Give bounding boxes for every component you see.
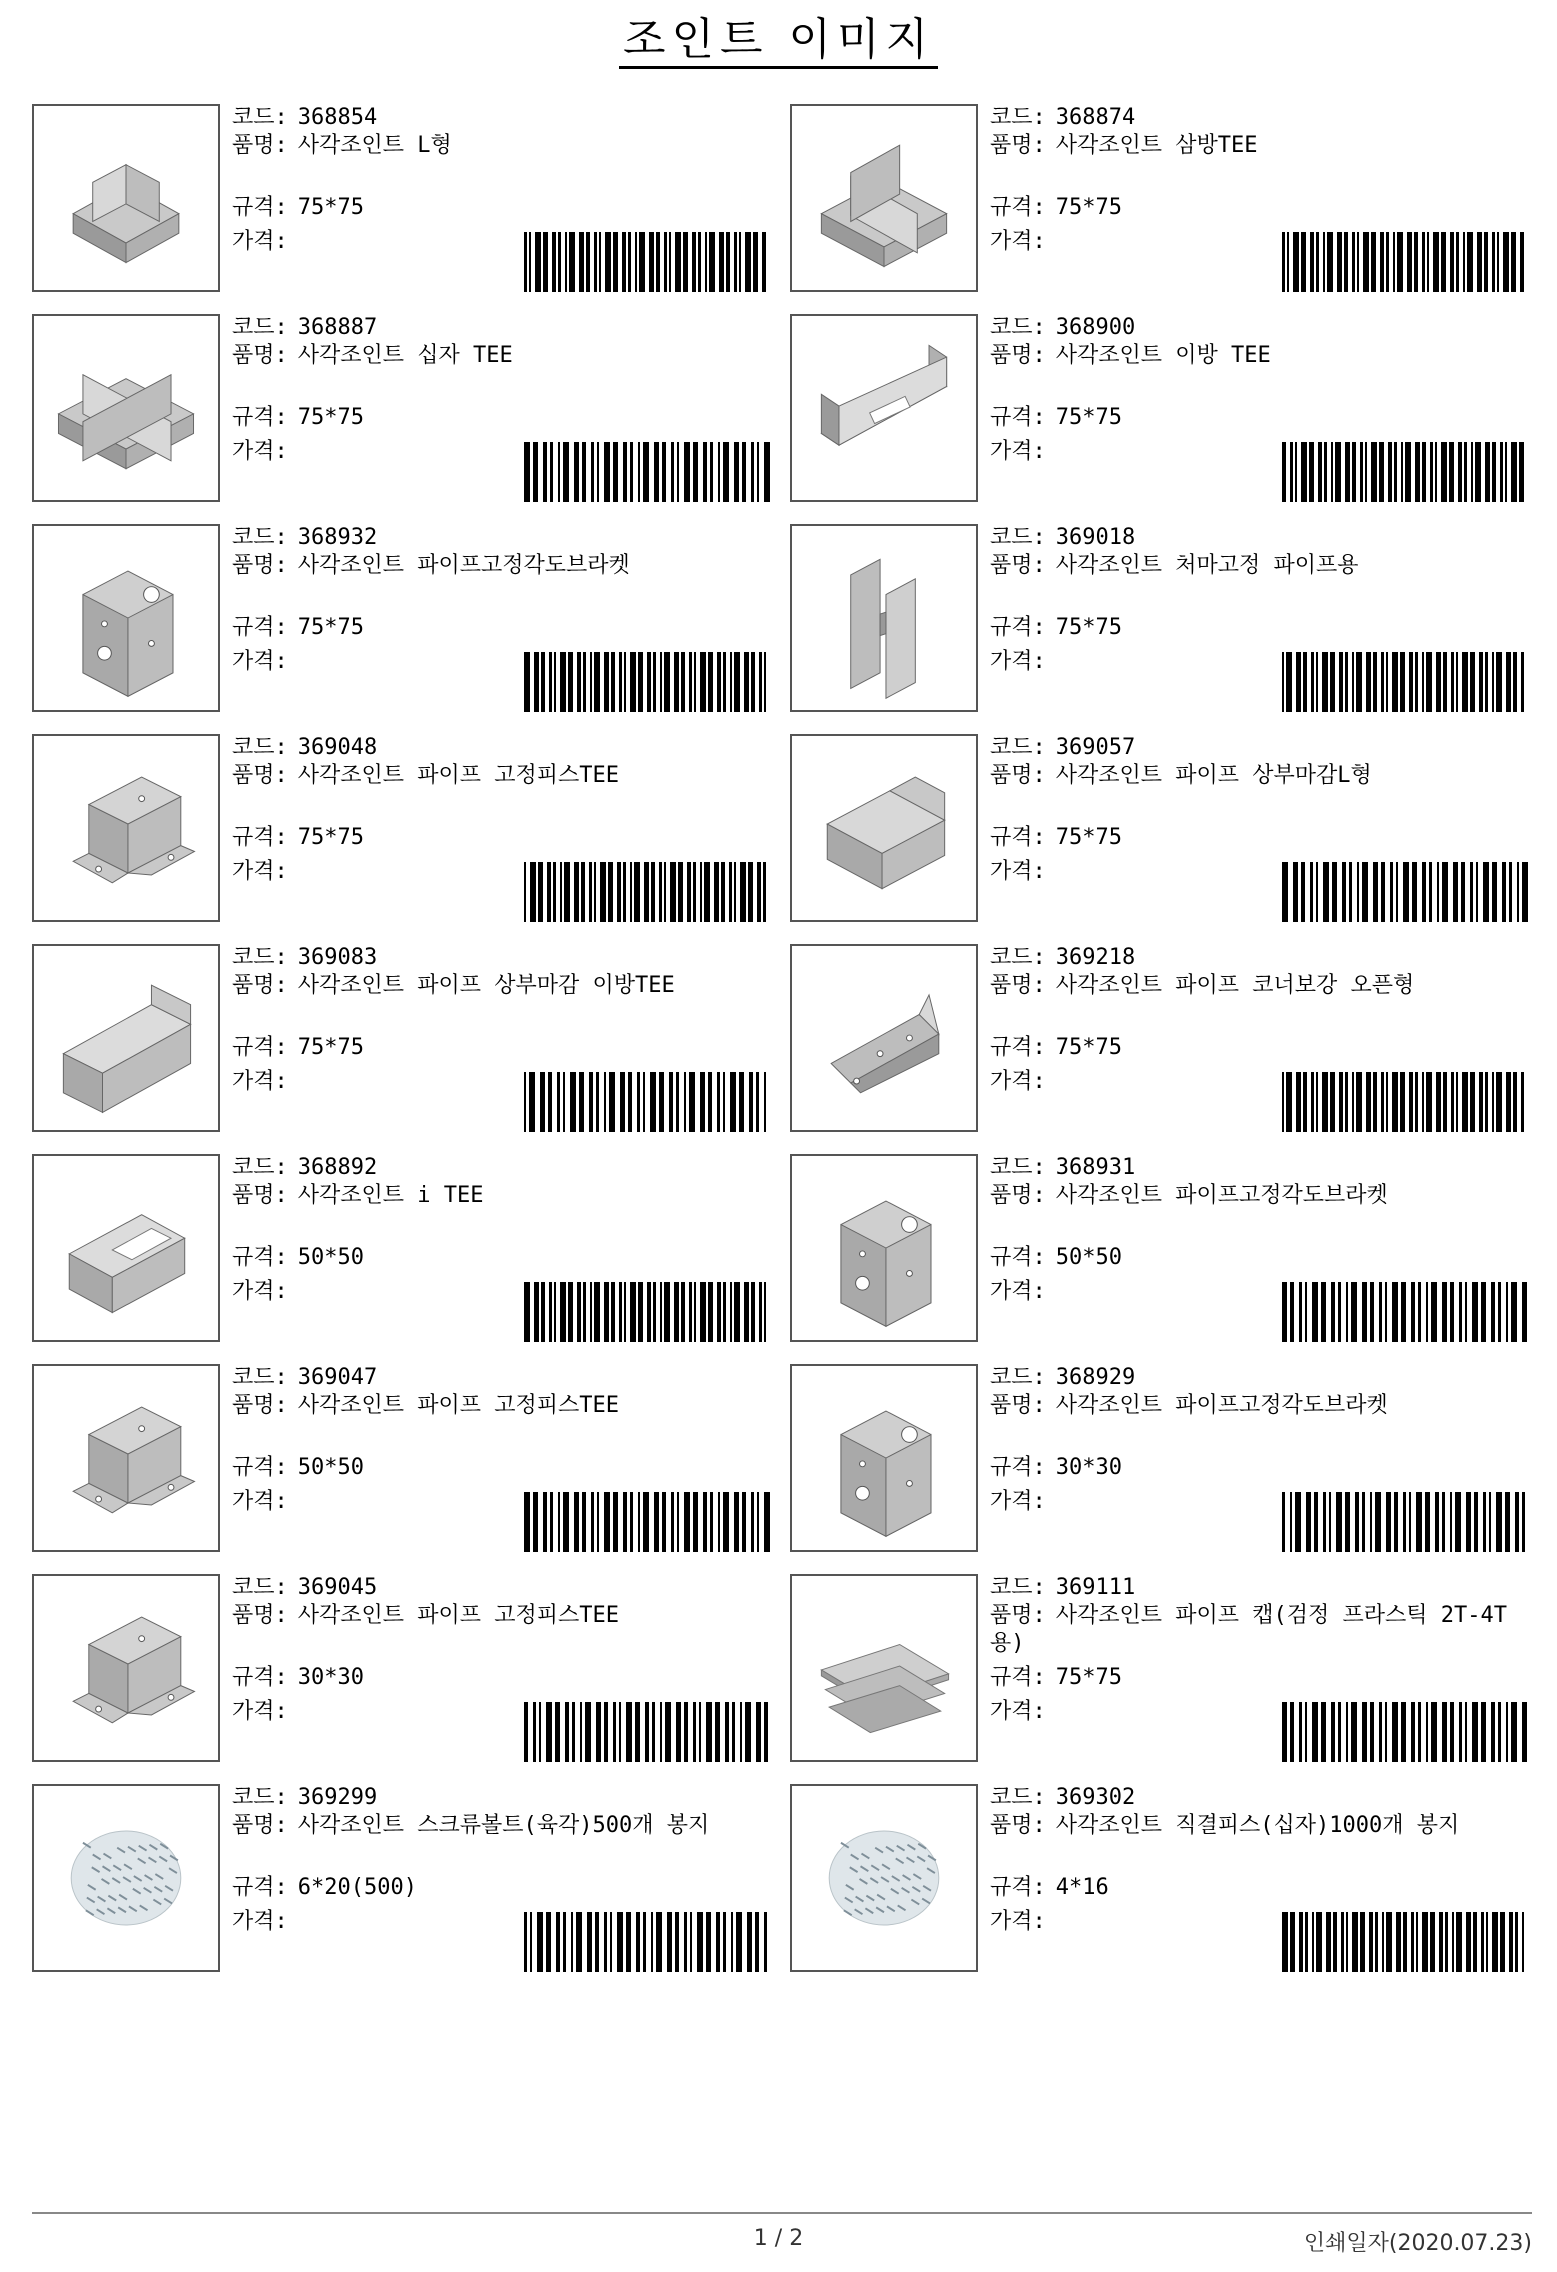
- barcode: [522, 232, 772, 292]
- code-row: [232, 314, 377, 342]
- spec-row: [990, 1244, 1122, 1272]
- name-row: [990, 552, 1530, 580]
- name-row: [232, 972, 772, 1000]
- code-value: 369057: [1055, 735, 1136, 760]
- name-label: 품명:: [232, 763, 288, 788]
- spec-row: [990, 194, 1122, 222]
- barcode: [522, 1702, 772, 1762]
- name-value: 사각조인트 파이프고정각도브라켓: [1055, 1183, 1388, 1208]
- u-bracket-icon: [34, 1576, 218, 1760]
- spec-label: 규격:: [232, 1035, 288, 1060]
- code-label: 코드:: [990, 1155, 1046, 1180]
- spec-row: [990, 1034, 1122, 1062]
- price-row: [990, 1488, 1056, 1516]
- price-label: 가격:: [232, 859, 288, 884]
- spec-value: 4*16: [1055, 1875, 1109, 1900]
- code-row: [990, 1154, 1135, 1182]
- l-joint-icon: [34, 106, 218, 290]
- price-row: [232, 438, 298, 466]
- spec-label: 규격:: [990, 1035, 1046, 1060]
- code-row: [232, 1784, 377, 1812]
- price-row: [232, 1068, 298, 1096]
- product-card: [790, 104, 1530, 296]
- name-label: 품명:: [990, 1603, 1046, 1628]
- price-label: 가격:: [232, 1699, 288, 1724]
- code-value: 368900: [1055, 315, 1136, 340]
- name-value: 사각조인트 파이프 고정피스TEE: [297, 763, 620, 788]
- name-label: 품명:: [232, 1393, 288, 1418]
- spec-label: 규격:: [232, 405, 288, 430]
- name-value: 사각조인트 파이프 상부마감 이방TEE: [297, 973, 675, 998]
- spec-row: [232, 614, 364, 642]
- code-value: 368874: [1055, 105, 1136, 130]
- name-value: 사각조인트 직결피스(십자)1000개 봉지: [1055, 1813, 1460, 1838]
- product-card: [790, 734, 1530, 926]
- product-card: [32, 1364, 772, 1556]
- spec-row: [990, 1664, 1122, 1692]
- u-bracket-icon: [34, 1366, 218, 1550]
- code-label: 코드:: [232, 1365, 288, 1390]
- barcode: [1280, 442, 1530, 502]
- print-date: 인쇄일자(2020.07.23): [1303, 2231, 1532, 2256]
- product-image: [32, 1574, 220, 1762]
- code-value: 369018: [1055, 525, 1136, 550]
- angle-bracket-icon: [792, 1156, 976, 1340]
- eave-bracket-icon: [792, 526, 976, 710]
- spec-value: 75*75: [297, 405, 364, 430]
- price-label: 가격:: [990, 1699, 1046, 1724]
- code-row: [232, 1574, 377, 1602]
- name-value: 사각조인트 i TEE: [297, 1183, 484, 1208]
- spec-value: 30*30: [1055, 1455, 1122, 1480]
- product-info: [990, 1364, 1530, 1556]
- name-label: 품명:: [990, 1393, 1046, 1418]
- barcode: [1280, 1492, 1530, 1552]
- product-card: [32, 944, 772, 1136]
- price-label: 가격:: [232, 1279, 288, 1304]
- name-label: 품명:: [990, 553, 1046, 578]
- pipe-cap-icon: [792, 1576, 976, 1760]
- price-row: [232, 1698, 298, 1726]
- price-label: 가격:: [990, 1489, 1046, 1514]
- name-value: 사각조인트 파이프고정각도브라켓: [297, 553, 630, 578]
- angle-bracket-icon: [34, 526, 218, 710]
- spec-label: 규격:: [232, 1665, 288, 1690]
- spec-value: 75*75: [1055, 1665, 1122, 1690]
- product-info: [990, 104, 1530, 296]
- price-row: [232, 1278, 298, 1306]
- price-row: [990, 1698, 1056, 1726]
- spec-label: 규격:: [990, 405, 1046, 430]
- name-row: [990, 1392, 1530, 1420]
- code-row: [990, 314, 1135, 342]
- name-value: 사각조인트 파이프 상부마감L형: [1055, 763, 1372, 788]
- price-row: [990, 438, 1056, 466]
- spec-row: [232, 1454, 364, 1482]
- spec-label: 규격:: [232, 615, 288, 640]
- product-info: [990, 314, 1530, 506]
- code-label: 코드:: [990, 1365, 1046, 1390]
- product-image: [790, 734, 978, 922]
- code-value: 368887: [297, 315, 378, 340]
- name-value: 사각조인트 파이프 캡(검정 프라스틱 2T-4T용): [990, 1603, 1507, 1656]
- code-label: 코드:: [990, 525, 1046, 550]
- barcode: [522, 1912, 772, 1972]
- corner-brace-icon: [792, 946, 976, 1130]
- name-value: 사각조인트 처마고정 파이프용: [1055, 553, 1359, 578]
- barcode: [522, 1282, 772, 1342]
- spec-row: [232, 1034, 364, 1062]
- spec-label: 규격:: [232, 1455, 288, 1480]
- spec-value: 50*50: [297, 1455, 364, 1480]
- spec-value: 75*75: [1055, 615, 1122, 640]
- name-value: 사각조인트 파이프 코너보강 오픈형: [1055, 973, 1415, 998]
- product-card: [32, 734, 772, 926]
- spec-label: 규격:: [232, 1245, 288, 1270]
- name-row: [232, 342, 772, 370]
- product-image: [32, 1364, 220, 1552]
- name-value: 사각조인트 L형: [297, 133, 452, 158]
- name-label: 품명:: [232, 1813, 288, 1838]
- price-row: [990, 648, 1056, 676]
- spec-value: 50*50: [297, 1245, 364, 1270]
- product-image: [790, 1154, 978, 1342]
- spec-label: 규격:: [990, 195, 1046, 220]
- code-row: [232, 734, 377, 762]
- three-way-tee-icon: [792, 106, 976, 290]
- product-image: [790, 1784, 978, 1972]
- product-info: [990, 1784, 1530, 1976]
- spec-row: [232, 1664, 364, 1692]
- price-label: 가격:: [990, 649, 1046, 674]
- name-label: 품명:: [990, 133, 1046, 158]
- code-row: [990, 734, 1135, 762]
- product-image: [32, 1154, 220, 1342]
- code-row: [232, 524, 377, 552]
- price-row: [990, 228, 1056, 256]
- price-label: 가격:: [232, 1069, 288, 1094]
- name-label: 품명:: [990, 1813, 1046, 1838]
- product-info: [232, 944, 772, 1136]
- price-label: 가격:: [990, 1279, 1046, 1304]
- two-way-tee-icon: [792, 316, 976, 500]
- product-card: [32, 1784, 772, 1976]
- price-row: [990, 858, 1056, 886]
- spec-label: 규격:: [990, 1245, 1046, 1270]
- footer-divider: [32, 2212, 1532, 2214]
- spec-label: 규격:: [232, 1875, 288, 1900]
- product-image: [790, 944, 978, 1132]
- code-value: 368929: [1055, 1365, 1136, 1390]
- name-row: [990, 132, 1530, 160]
- code-label: 코드:: [232, 1575, 288, 1600]
- name-label: 품명:: [232, 343, 288, 368]
- price-label: 가격:: [232, 229, 288, 254]
- code-row: [232, 1364, 377, 1392]
- page-number: 1 / 2: [753, 2226, 804, 2251]
- product-info: [232, 314, 772, 506]
- spec-row: [232, 404, 364, 432]
- i-tee-icon: [34, 1156, 218, 1340]
- spec-row: [232, 194, 364, 222]
- price-label: 가격:: [232, 439, 288, 464]
- code-value: 369302: [1055, 1785, 1136, 1810]
- product-image: [790, 524, 978, 712]
- spec-value: 30*30: [297, 1665, 364, 1690]
- product-card: [790, 1574, 1530, 1766]
- price-row: [232, 228, 298, 256]
- product-card: [790, 314, 1530, 506]
- cross-tee-icon: [34, 316, 218, 500]
- product-image: [32, 944, 220, 1132]
- price-row: [232, 1908, 298, 1936]
- code-row: [990, 1574, 1135, 1602]
- barcode: [522, 1072, 772, 1132]
- barcode: [1280, 232, 1530, 292]
- u-bracket-icon: [34, 736, 218, 920]
- code-row: [232, 104, 377, 132]
- product-info: [990, 734, 1530, 926]
- product-card: [32, 104, 772, 296]
- code-label: 코드:: [232, 945, 288, 970]
- spec-value: 50*50: [1055, 1245, 1122, 1270]
- name-value: 사각조인트 삼방TEE: [1055, 133, 1258, 158]
- code-label: 코드:: [990, 945, 1046, 970]
- spec-label: 규격:: [990, 1875, 1046, 1900]
- price-row: [232, 1488, 298, 1516]
- spec-label: 규격:: [990, 615, 1046, 640]
- name-row: [232, 1392, 772, 1420]
- code-label: 코드:: [232, 315, 288, 340]
- barcode: [1280, 1912, 1530, 1972]
- spec-row: [990, 1874, 1109, 1902]
- price-label: 가격:: [990, 859, 1046, 884]
- product-image: [32, 1784, 220, 1972]
- barcode: [1280, 1702, 1530, 1762]
- code-label: 코드:: [990, 315, 1046, 340]
- name-row: [990, 972, 1530, 1000]
- code-row: [990, 944, 1135, 972]
- price-row: [990, 1278, 1056, 1306]
- code-label: 코드:: [990, 105, 1046, 130]
- name-value: 사각조인트 파이프 고정피스TEE: [297, 1603, 620, 1628]
- code-label: 코드:: [232, 735, 288, 760]
- name-label: 품명:: [232, 1603, 288, 1628]
- product-info: [990, 1574, 1530, 1766]
- barcode: [1280, 862, 1530, 922]
- product-card: [790, 1364, 1530, 1556]
- price-row: [990, 1068, 1056, 1096]
- spec-row: [990, 404, 1122, 432]
- page-title: 조인트 이미지: [0, 14, 1557, 69]
- price-label: 가격:: [990, 439, 1046, 464]
- barcode: [522, 862, 772, 922]
- product-info: [232, 104, 772, 296]
- name-label: 품명:: [232, 1183, 288, 1208]
- code-value: 368854: [297, 105, 378, 130]
- spec-label: 규격:: [990, 1455, 1046, 1480]
- code-label: 코드:: [232, 1785, 288, 1810]
- name-label: 품명:: [990, 343, 1046, 368]
- name-label: 품명:: [232, 553, 288, 578]
- name-value: 사각조인트 십자 TEE: [297, 343, 513, 368]
- spec-value: 6*20(500): [297, 1875, 417, 1900]
- top-cap-l-icon: [792, 736, 976, 920]
- product-info: [232, 1154, 772, 1346]
- product-info: [232, 1574, 772, 1766]
- product-card: [32, 1574, 772, 1766]
- name-value: 사각조인트 스크류볼트(육각)500개 봉지: [297, 1813, 710, 1838]
- product-card: [790, 524, 1530, 716]
- product-card: [32, 524, 772, 716]
- code-value: 369111: [1055, 1575, 1136, 1600]
- name-value: 사각조인트 파이프고정각도브라켓: [1055, 1393, 1388, 1418]
- top-cap-tee-icon: [34, 946, 218, 1130]
- product-image: [790, 314, 978, 502]
- name-row: [232, 132, 772, 160]
- code-row: [990, 524, 1135, 552]
- name-value: 사각조인트 이방 TEE: [1055, 343, 1271, 368]
- price-row: [232, 648, 298, 676]
- spec-row: [232, 1244, 364, 1272]
- name-label: 품명:: [232, 973, 288, 998]
- name-row: [232, 762, 772, 790]
- product-image: [32, 104, 220, 292]
- name-row: [990, 762, 1530, 790]
- product-image: [32, 524, 220, 712]
- code-value: 369047: [297, 1365, 378, 1390]
- price-label: 가격:: [232, 649, 288, 674]
- price-label: 가격:: [232, 1909, 288, 1934]
- code-label: 코드:: [232, 1155, 288, 1180]
- spec-value: 75*75: [1055, 825, 1122, 850]
- product-image: [790, 1574, 978, 1762]
- name-row: [232, 1182, 772, 1210]
- product-info: [990, 944, 1530, 1136]
- price-label: 가격:: [990, 229, 1046, 254]
- code-value: 369218: [1055, 945, 1136, 970]
- code-value: 369299: [297, 1785, 378, 1810]
- code-row: [990, 104, 1135, 132]
- spec-row: [232, 824, 364, 852]
- name-row: [990, 1182, 1530, 1210]
- product-info: [990, 524, 1530, 716]
- code-row: [990, 1364, 1135, 1392]
- barcode: [1280, 652, 1530, 712]
- spec-label: 규격:: [232, 195, 288, 220]
- name-label: 품명:: [990, 763, 1046, 788]
- name-label: 품명:: [990, 973, 1046, 998]
- product-card: [790, 1784, 1530, 1976]
- name-label: 품명:: [232, 133, 288, 158]
- name-row: [232, 1812, 772, 1840]
- product-info: [232, 734, 772, 926]
- barcode: [522, 442, 772, 502]
- barcode: [1280, 1072, 1530, 1132]
- product-info: [232, 524, 772, 716]
- product-info: [232, 1784, 772, 1976]
- spec-value: 75*75: [1055, 1035, 1122, 1060]
- spec-row: [990, 824, 1122, 852]
- spec-value: 75*75: [1055, 195, 1122, 220]
- code-label: 코드:: [990, 1575, 1046, 1600]
- code-row: [232, 944, 377, 972]
- price-label: 가격:: [232, 1489, 288, 1514]
- price-row: [990, 1908, 1056, 1936]
- product-image: [32, 734, 220, 922]
- code-value: 369045: [297, 1575, 378, 1600]
- code-label: 코드:: [232, 105, 288, 130]
- name-row: [232, 1602, 772, 1630]
- product-info: [232, 1364, 772, 1556]
- angle-bracket-icon: [792, 1366, 976, 1550]
- spec-label: 규격:: [232, 825, 288, 850]
- product-card: [32, 1154, 772, 1346]
- spec-row: [990, 614, 1122, 642]
- product-card: [790, 944, 1530, 1136]
- code-value: 368932: [297, 525, 378, 550]
- code-label: 코드:: [990, 1785, 1046, 1810]
- spec-value: 75*75: [297, 1035, 364, 1060]
- barcode: [522, 1492, 772, 1552]
- code-value: 368931: [1055, 1155, 1136, 1180]
- price-row: [232, 858, 298, 886]
- product-image: [790, 1364, 978, 1552]
- spec-row: [990, 1454, 1122, 1482]
- code-label: 코드:: [990, 735, 1046, 760]
- spec-value: 75*75: [297, 615, 364, 640]
- code-value: 368892: [297, 1155, 378, 1180]
- price-label: 가격:: [990, 1069, 1046, 1094]
- product-info: [990, 1154, 1530, 1346]
- spec-label: 규격:: [990, 825, 1046, 850]
- name-row: [990, 1812, 1530, 1840]
- name-row: [990, 1602, 1530, 1658]
- spec-value: 75*75: [297, 195, 364, 220]
- spec-label: 규격:: [990, 1665, 1046, 1690]
- product-card: [32, 314, 772, 506]
- spec-value: 75*75: [1055, 405, 1122, 430]
- product-image: [790, 104, 978, 292]
- screw-bag-icon: [792, 1786, 976, 1970]
- product-image: [32, 314, 220, 502]
- price-label: 가격:: [990, 1909, 1046, 1934]
- screw-bag-icon: [34, 1786, 218, 1970]
- code-row: [232, 1154, 377, 1182]
- code-label: 코드:: [232, 525, 288, 550]
- name-label: 품명:: [990, 1183, 1046, 1208]
- barcode: [522, 652, 772, 712]
- code-value: 369083: [297, 945, 378, 970]
- code-value: 369048: [297, 735, 378, 760]
- name-value: 사각조인트 파이프 고정피스TEE: [297, 1393, 620, 1418]
- name-row: [232, 552, 772, 580]
- spec-value: 75*75: [297, 825, 364, 850]
- barcode: [1280, 1282, 1530, 1342]
- name-row: [990, 342, 1530, 370]
- product-card: [790, 1154, 1530, 1346]
- code-row: [990, 1784, 1135, 1812]
- spec-row: [232, 1874, 417, 1902]
